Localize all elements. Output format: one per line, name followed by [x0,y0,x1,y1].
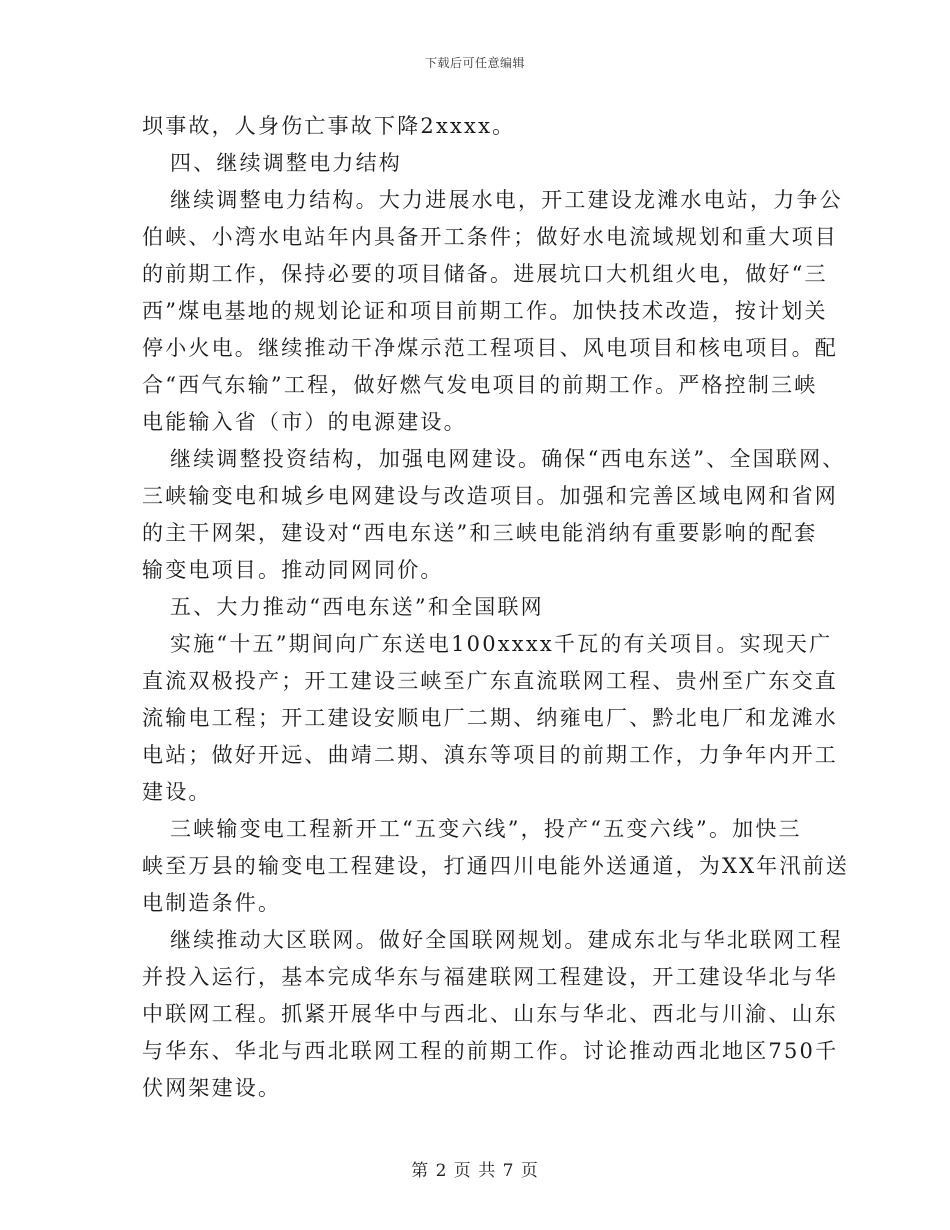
body-line: 的前期工作，保持必要的项目储备。进展坑口大机组火电，做好“三 [142,262,828,286]
body-line: 继续推动大区联网。做好全国联网规划。建成东北与华北联网工程 [170,928,843,952]
body-line: 继续调整电力结构。大力进展水电，开工建设龙滩水电站，力争公 [170,188,843,212]
body-line: 伯峡、小湾水电站年内具备开工条件；做好水电流域规划和重大项目 [142,225,838,249]
body-line: 电站；做好开远、曲靖二期、滇东等项目的前期工作，力争年内开工 [142,743,838,767]
page-number-footer: 第 2 页 共 7 页 [411,1161,539,1181]
document-body [142,108,850,1107]
body-line: 三峡输变电和城乡电网建设与改造项目。加强和完善区域电网和省网 [142,484,838,508]
section-heading: 四、继续调整电力结构 [170,151,402,175]
body-line: 电制造条件。 [142,891,282,915]
body-line: 直流双极投产；开工建设三峡至广东直流联网工程、贵州至广东交直 [142,669,838,693]
body-line: 电能输入省（市）的电源建设。 [142,410,467,434]
body-line: 的主干网架，建设对“西电东送”和三峡电能消纳有重要影响的配套 [142,521,818,545]
body-line: 实施“十五”期间向广东送电100xxxx千瓦的有关项目。实现天广 [170,632,833,656]
body-line: 与华东、华北与西北联网工程的前期工作。讨论推动西北地区750千 [142,1039,839,1063]
body-line: 峡至万县的输变电工程建设，打通四川电能外送通道，为XX年汛前送 [142,854,850,878]
body-line: 流输电工程；开工建设安顺电厂二期、纳雍电厂、黔北电厂和龙滩水 [142,706,838,730]
body-line: 伏网架建设。 [142,1076,282,1100]
body-line: 三峡输变电工程新开工“五变六线”，投产“五变六线”。加快三 [170,817,802,841]
body-line: 中联网工程。抓紧开展华中与西北、山东与华北、西北与川渝、山东 [142,1002,838,1026]
section-heading: 五、大力推动“西电东送”和全国联网 [170,595,544,619]
body-line: 输变电项目。推动同网同价。 [142,558,444,582]
body-line: 继续调整投资结构，加强电网建设。确保“西电东送”、全国联网、 [170,447,846,471]
body-line: 并投入运行，基本完成华东与福建联网工程建设，开工建设华北与华 [142,965,838,989]
body-line: 停小火电。继续推动干净煤示范工程项目、风电项目和核电项目。配 [142,336,838,360]
body-line: 坝事故，人身伤亡事故下降2xxxx。 [142,114,516,138]
body-line: 合“西气东输”工程，做好燃气发电项目的前期工作。严格控制三峡 [142,373,818,397]
body-line: 建设。 [142,780,212,804]
page-header: 下载后可任意编辑 [424,56,525,70]
body-line: 西”煤电基地的规划论证和项目前期工作。加快技术改造，按计划关 [142,299,828,323]
